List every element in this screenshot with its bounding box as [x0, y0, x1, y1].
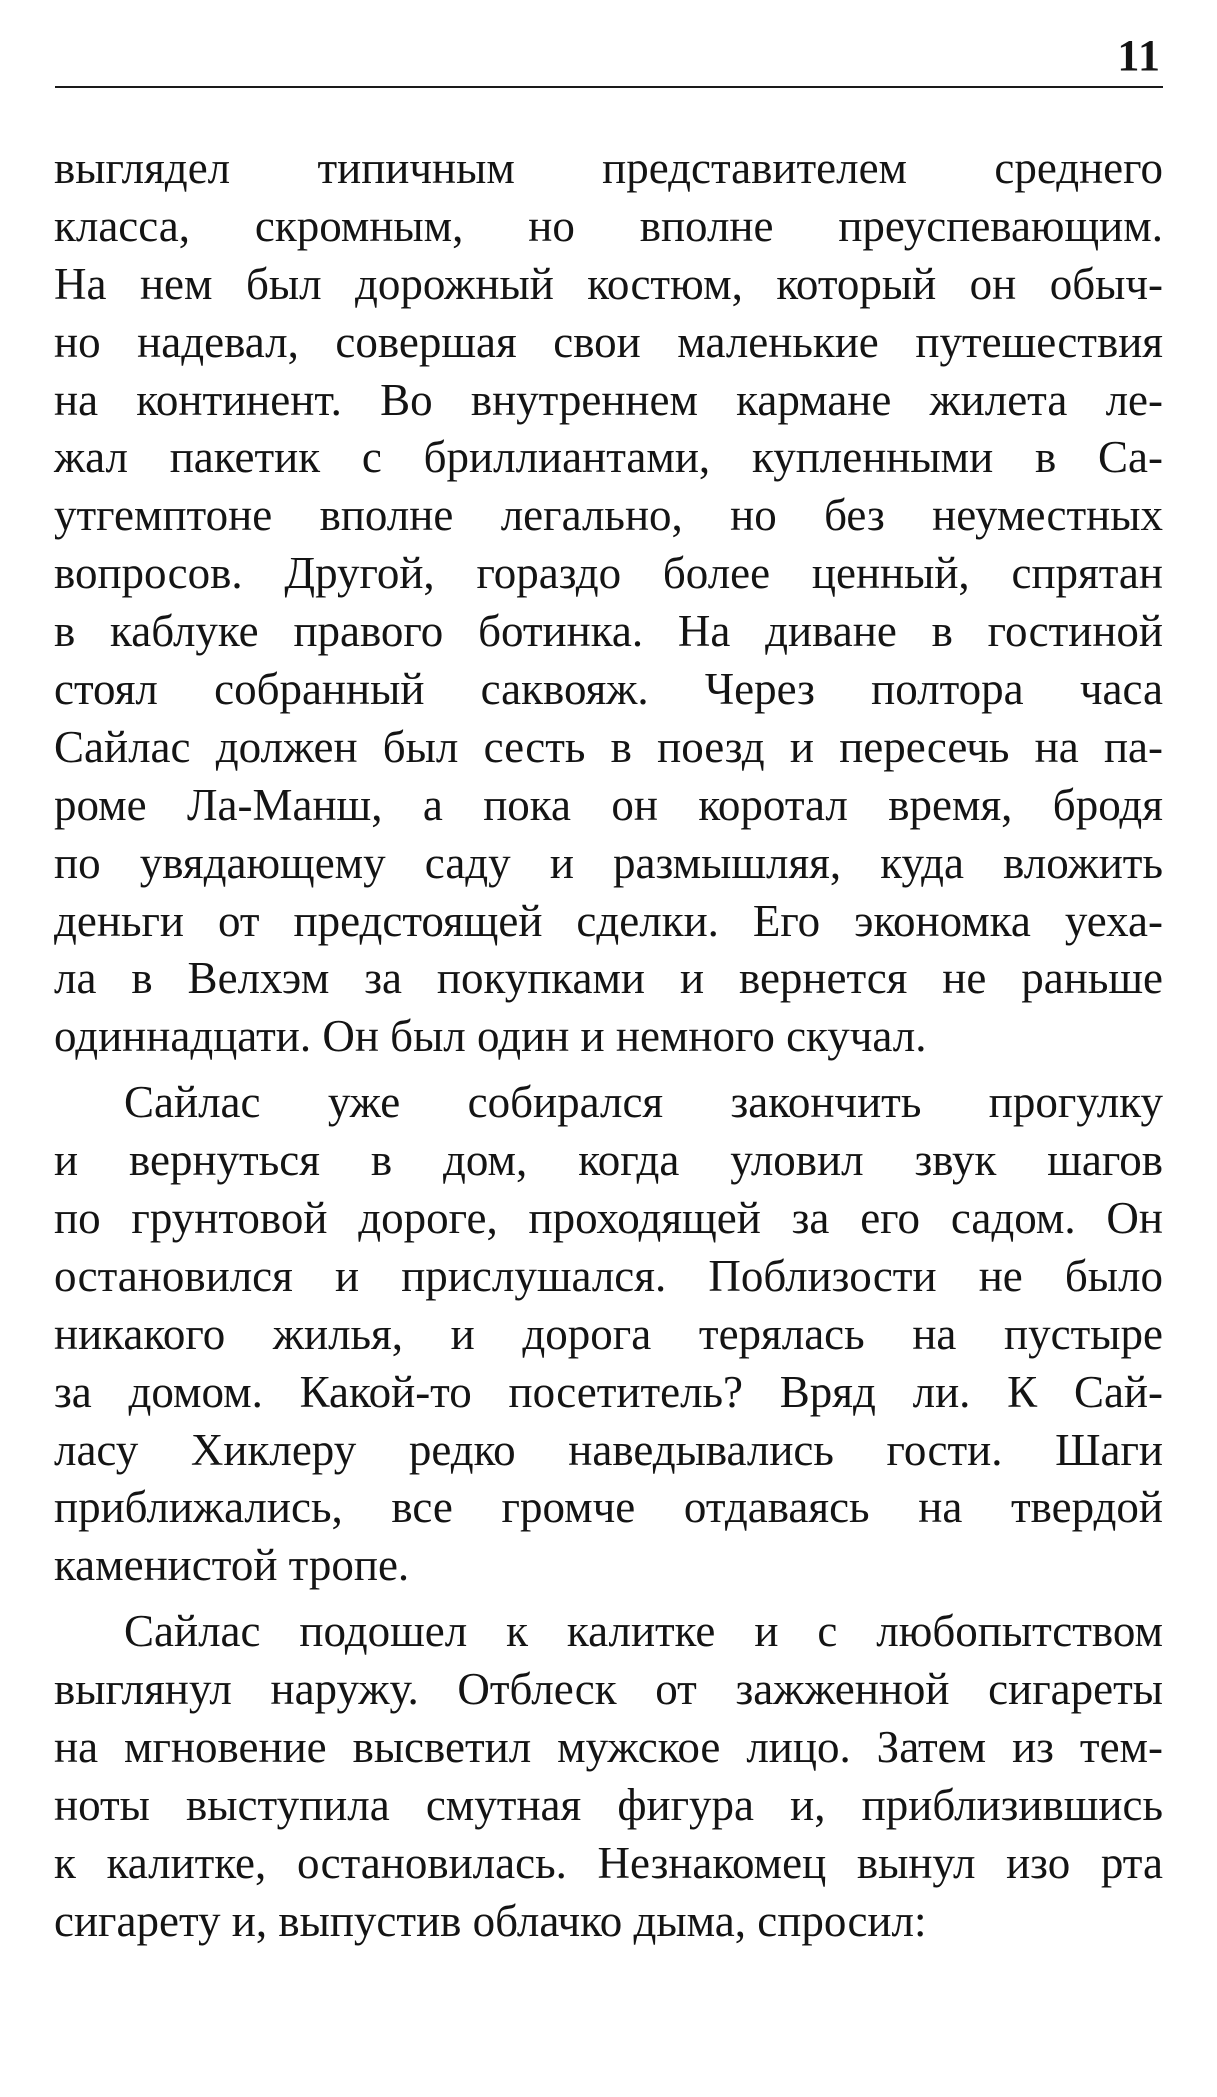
text-line: роме Ла-Манш, а пока он коротал время, бродя	[54, 779, 1163, 830]
text-line: утгемптоне вполне легально, но без неуместных	[54, 490, 1163, 541]
body-text	[54, 140, 1163, 1951]
text-line: ла в Велхэм за покупками и вернется не раньше	[54, 953, 1163, 1004]
text-line: по увядающему саду и размышляя, куда вложить	[54, 837, 1163, 888]
text-line: жал пакетик с бриллиантами, купленными в Са-	[54, 432, 1163, 483]
text-line: одиннадцати. Он был один и немного скучал.	[54, 1011, 927, 1062]
text-line: Сайлас подошел к калитке и с любопытством	[124, 1606, 1163, 1657]
text-line: Сайлас уже собирался закончить прогулку	[124, 1077, 1163, 1128]
text-line: к калитке, остановилась. Незнакомец вынул изо рта	[54, 1837, 1163, 1888]
text-line: на континент. Во внутреннем кармане жилета ле-	[54, 374, 1163, 425]
paragraph-2	[54, 1074, 1163, 1595]
text-line: ноты выступила смутная фигура и, приблизившись	[54, 1779, 1163, 1830]
text-line: класса, скромным, но вполне преуспевающим.	[54, 200, 1163, 251]
text-line: но надевал, совершая свои маленькие путешествия	[54, 316, 1163, 367]
paragraph-3	[54, 1603, 1163, 1950]
text-line: никакого жилья, и дорога терялась на пустыре	[54, 1308, 1163, 1359]
text-line: в каблуке правого ботинка. На диване в гостиной	[54, 606, 1163, 657]
text-line: сигарету и, выпустив облачко дыма, спросил:	[54, 1895, 927, 1946]
text-line: остановился и прислушался. Поблизости не было	[54, 1250, 1163, 1301]
paragraph-1	[54, 140, 1163, 1066]
page-number: 11	[1117, 31, 1161, 80]
text-line: вопросов. Другой, гораздо более ценный, спрятан	[54, 548, 1163, 599]
text-line: каменистой тропе.	[54, 1540, 410, 1591]
text-line: деньги от предстоящей сделки. Его экономка уеха-	[54, 895, 1163, 946]
text-line: На нем был дорожный костюм, который он обыч-	[54, 258, 1163, 309]
text-line: выглядел типичным представителем среднего	[54, 143, 1163, 193]
text-line: стоял собранный саквояж. Через полтора часа	[54, 664, 1163, 715]
header-rule	[55, 86, 1163, 88]
text-line: ласу Хиклеру редко наведывались гости. Шаги	[54, 1424, 1163, 1475]
text-line: выглянул наружу. Отблеск от зажженной сигареты	[54, 1664, 1163, 1715]
text-line: на мгновение высветил мужское лицо. Затем из тем-	[54, 1722, 1163, 1773]
text-line: по грунтовой дороге, проходящей за его садом. Он	[54, 1193, 1163, 1244]
text-line: и вернуться в дом, когда уловил звук шагов	[54, 1135, 1163, 1186]
text-line: за домом. Какой-то посетитель? Вряд ли. К Сай-	[54, 1366, 1163, 1417]
text-line: Сайлас должен был сесть в поезд и пересечь на па-	[54, 721, 1163, 772]
text-line: приближались, все громче отдаваясь на твердой	[54, 1482, 1163, 1533]
